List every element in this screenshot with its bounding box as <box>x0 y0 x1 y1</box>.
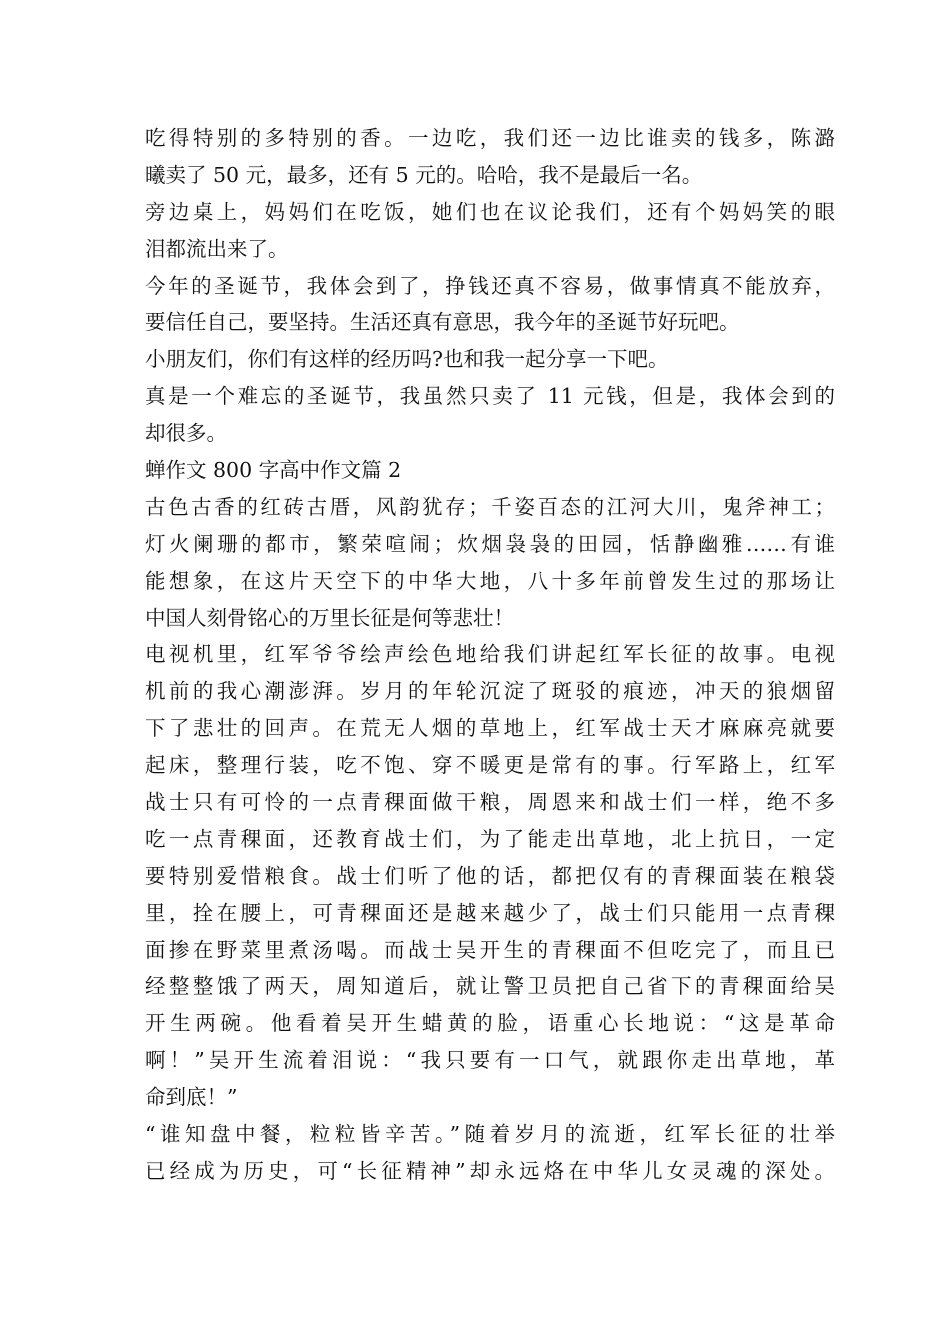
text-line: 战士只有可怜的一点青稞面做干粮，周恩来和战士们一样，绝不多 <box>145 790 835 815</box>
text-line: 下了悲壮的回声。在荒无人烟的草地上，红军战士天才麻麻亮就要 <box>145 716 835 741</box>
text-line: 电视机里，红军爷爷绘声绘色地给我们讲起红军长征的故事。电视 <box>145 642 835 667</box>
text-line: 已经成为历史，可“长征精神”却永远烙在中华儿女灵魂的深处。 <box>145 1158 835 1183</box>
text-line: 吃一点青稞面，还教育战士们，为了能走出草地，北上抗日，一定 <box>145 826 835 851</box>
text-line: 旁边桌上，妈妈们在吃饭，她们也在议论我们，还有个妈妈笑的眼 <box>145 199 835 224</box>
text-line: 真是一个难忘的圣诞节，我虽然只卖了 11 元钱，但是，我体会到的 <box>145 384 835 409</box>
text-line: 面掺在野菜里煮汤喝。而战士吴开生的青稞面不但吃完了，而且已 <box>145 937 835 962</box>
text-line: 却很多。 <box>145 421 227 446</box>
text-line: 要特别爱惜粮食。战士们听了他的话，都把仅有的青稞面装在粮袋 <box>145 863 835 888</box>
text-line: 古色古香的红砖古厝，风韵犹存；千姿百态的江河大川，鬼斧神工； <box>145 494 835 519</box>
document-page <box>145 120 835 1190</box>
text-line: 今年的圣诞节，我体会到了，挣钱还真不容易，做事情真不能放弃， <box>145 273 835 298</box>
text-line: 命到底！” <box>145 1085 238 1110</box>
text-line: 中国人刻骨铭心的万里长征是何等悲壮！ <box>145 605 514 630</box>
text-line: 曦卖了 50 元，最多，还有 5 元的。哈哈，我不是最后一名。 <box>145 162 703 187</box>
text-line: 起床，整理行装，吃不饱、穿不暖更是常有的事。行军路上，红军 <box>145 753 835 778</box>
text-line: 泪都流出来了。 <box>145 236 289 261</box>
text-line: 吃得特别的多特别的香。一边吃，我们还一边比谁卖的钱多，陈潞 <box>145 126 835 150</box>
text-line: 啊！”吴开生流着泪说：“我只要有一口气，就跟你走出草地，革 <box>145 1048 835 1073</box>
text-line: 要信任自己，要坚持。生活还真有意思，我今年的圣诞节好玩吧。 <box>145 310 740 335</box>
text-line: “谁知盘中餐，粒粒皆辛苦。”随着岁月的流逝，红军长征的壮举 <box>145 1122 835 1147</box>
text-line: 机前的我心潮澎湃。岁月的年轮沉淀了斑驳的痕迹，冲天的狼烟留 <box>145 679 835 704</box>
text-line: 经整整饿了两天，周知道后，就让警卫员把自己省下的青稞面给吴 <box>145 974 835 999</box>
text-line: 能想象，在这片天空下的中华大地，八十多年前曾发生过的那场让 <box>145 568 835 593</box>
text-line: 灯火阑珊的都市，繁荣喧闹；炊烟袅袅的田园，恬静幽雅……有谁 <box>145 531 835 556</box>
text-line: 开生两碗。他看着吴开生蜡黄的脸，语重心长地说：“这是革命 <box>145 1011 835 1036</box>
text-line: 小朋友们，你们有这样的经历吗?也和我一起分享一下吧。 <box>145 347 669 372</box>
text-line: 里，拴在腰上，可青稞面还是越来越少了，战士们只能用一点青稞 <box>145 900 835 925</box>
section-heading: 蝉作文 800 字高中作文篇 2 <box>145 458 402 483</box>
